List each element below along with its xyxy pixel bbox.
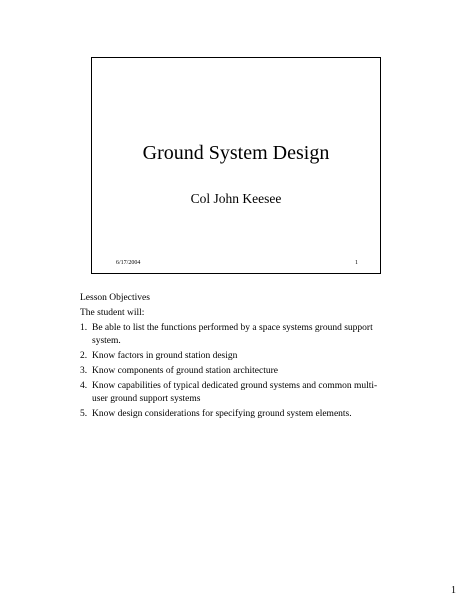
objective-item xyxy=(80,365,380,378)
objective-number: 1. xyxy=(80,323,88,333)
objective-number: 5. xyxy=(80,409,88,419)
objective-item xyxy=(80,380,380,406)
objective-text: Know capabilities of typical dedicated ground systems and common multi-user ground support systems xyxy=(92,381,378,404)
objectives-list xyxy=(80,322,380,421)
slide-number: 1 xyxy=(355,260,358,266)
objective-text: Be able to list the functions performed by a space systems ground support system. xyxy=(92,323,373,346)
objective-text: Know factors in ground station design xyxy=(92,351,238,361)
objective-item xyxy=(80,350,380,363)
objective-item xyxy=(80,408,380,421)
objective-text: Know design considerations for specifying ground system elements. xyxy=(92,409,352,419)
slide-date: 6/17/2004 xyxy=(116,260,141,266)
notes-intro: The student will: xyxy=(80,308,145,318)
slide-thumbnail xyxy=(91,57,381,274)
slide-title: Ground System Design xyxy=(142,142,330,164)
page-number: 1 xyxy=(451,585,456,596)
notes-heading: Lesson Objectives xyxy=(80,293,150,303)
slide-author: Col John Keesee xyxy=(190,191,282,206)
objective-item xyxy=(80,322,380,348)
speaker-notes xyxy=(80,292,380,423)
objective-number: 3. xyxy=(80,366,88,376)
objective-number: 4. xyxy=(80,381,88,391)
objective-text: Know components of ground station architecture xyxy=(92,366,278,376)
objective-number: 2. xyxy=(80,351,88,361)
